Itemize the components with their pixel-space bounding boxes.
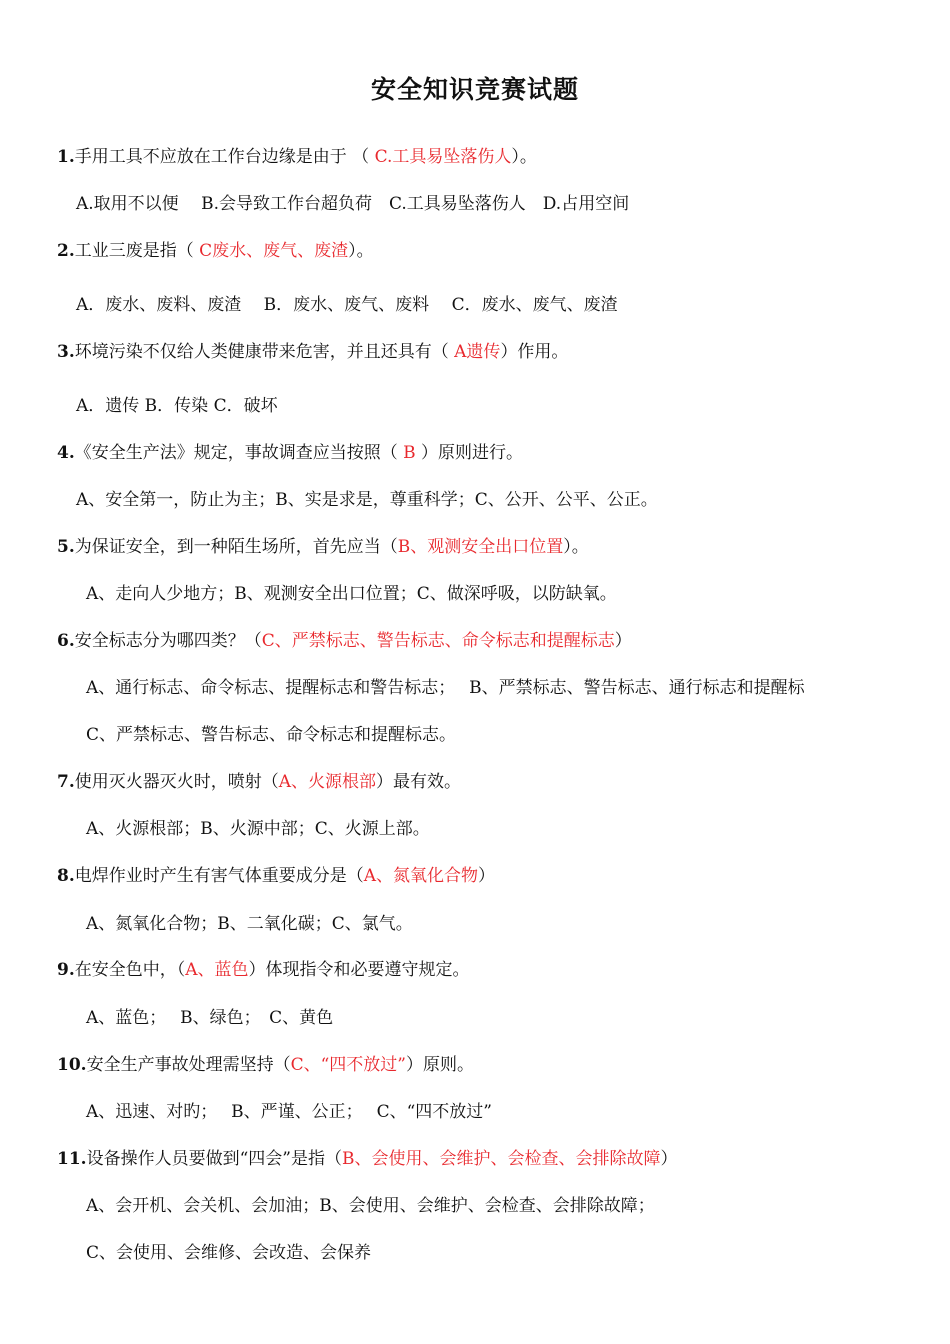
question-11-options: A、会开机、会关机、会加油；B、会使用、会维护、会检查、会排除故障；: [86, 1196, 655, 1216]
question-text: 设备操作人员要做到“四会”是指（: [86, 1149, 342, 1169]
question-number: 9.: [57, 960, 75, 980]
question-1: [57, 145, 537, 169]
answer-text: C.工具易坠落伤人: [374, 147, 512, 167]
question-9: [57, 958, 470, 982]
answer-text: B、观测安全出口位置: [397, 537, 564, 557]
question-text-end: ）原则。: [405, 1055, 474, 1075]
question-text-end: ）最有效。: [376, 772, 462, 792]
answer-text: C废水、废气、废渣: [199, 241, 349, 261]
question-5-options: A、走向人少地方；B、观测安全出口位置；C、做深呼吸，以防缺氧。: [86, 584, 617, 604]
question-1-options: A.取用不以便 B.会导致工作台超负荷 C.工具易坠落伤人 D.占用空间: [76, 194, 630, 214]
question-11-options-continued: C、会使用、会维修、会改造、会保养: [86, 1243, 372, 1263]
question-number: 11.: [57, 1149, 87, 1169]
question-number: 6.: [57, 631, 75, 651]
question-7-options: A、火源根部；B、火源中部；C、火源上部。: [86, 819, 430, 839]
question-text-end: ）。: [348, 241, 374, 261]
question-6-options: A、通行标志、命令标志、提醒标志和警告标志； B、严禁标志、警告标志、通行标志和提醒标: [86, 678, 805, 698]
answer-text: C、“四不放过”: [290, 1055, 406, 1075]
question-text: 在安全色中，（: [74, 960, 186, 980]
question-text: 使用灭火器灭火时，喷射（: [74, 772, 279, 792]
question-text-end: ）。: [511, 147, 537, 167]
question-4: [57, 441, 523, 465]
answer-text: A、蓝色: [185, 960, 249, 980]
question-text-end: ）原则进行。: [415, 443, 524, 463]
question-text: 为保证安全，到一种陌生场所，首先应当（: [74, 537, 398, 557]
question-text-end: ）: [614, 631, 632, 651]
question-text-end: ）: [660, 1149, 678, 1169]
question-2: [57, 239, 374, 263]
question-text: 手用工具不应放在工作台边缘是由于 （: [74, 147, 375, 167]
question-number: 5.: [57, 537, 75, 557]
question-6: [57, 629, 632, 653]
question-number: 10.: [57, 1055, 87, 1075]
question-10-options: A、迅速、对旳； B、严谨、公正； C、“四不放过”: [86, 1102, 492, 1122]
answer-text: C、严禁标志、警告标志、命令标志和提醒标志: [261, 631, 615, 651]
question-8: [57, 864, 495, 888]
question-3: [57, 340, 568, 364]
question-text: 安全标志分为哪四类？（: [74, 631, 262, 651]
answer-text: A遗传: [454, 342, 501, 362]
question-4-options: A、安全第一，防止为主；B、实是求是，尊重科学；C、公开、公平、公正。: [76, 490, 658, 510]
question-text: 《安全生产法》规定，事故调查应当按照（: [74, 443, 404, 463]
answer-text: A、火源根部: [278, 772, 377, 792]
question-number: 1.: [57, 147, 75, 167]
question-3-options: A．遗传 B．传染 C．破坏: [76, 396, 278, 416]
question-6-options-continued: C、严禁标志、警告标志、命令标志和提醒标志。: [86, 725, 457, 745]
question-2-options: A．废水、废料、废渣 B．废水、废气、废料 C．废水、废气、废渣: [76, 295, 618, 315]
question-text: 工业三废是指（: [74, 241, 200, 261]
answer-text: B、会使用、会维护、会检查、会排除故障: [341, 1149, 661, 1169]
question-8-options: A、氮氧化合物；B、二氧化碳；C、氯气。: [86, 914, 413, 934]
question-number: 2.: [57, 241, 75, 261]
answer-text: B: [403, 443, 416, 463]
question-text: 环境污染不仅给人类健康带来危害，并且还具有（: [74, 342, 455, 362]
question-text: 安全生产事故处理需坚持（: [86, 1055, 291, 1075]
question-text-end: ）体现指令和必要遵守规定。: [248, 960, 470, 980]
question-number: 7.: [57, 772, 75, 792]
question-10: [57, 1053, 474, 1077]
question-11: [57, 1147, 677, 1171]
question-text-end: ）: [478, 866, 496, 886]
question-number: 8.: [57, 866, 75, 886]
question-number: 3.: [57, 342, 75, 362]
question-5: [57, 535, 589, 559]
question-text-end: ）。: [563, 537, 589, 557]
question-7: [57, 770, 461, 794]
question-text-end: ）作用。: [500, 342, 569, 362]
question-9-options: A、蓝色； B、绿色； C、黄色: [86, 1008, 334, 1028]
question-number: 4.: [57, 443, 75, 463]
answer-text: A、氮氧化合物: [363, 866, 479, 886]
page-title: 安全知识竞赛试题: [370, 75, 579, 104]
question-text: 电焊作业时产生有害气体重要成分是（: [74, 866, 364, 886]
